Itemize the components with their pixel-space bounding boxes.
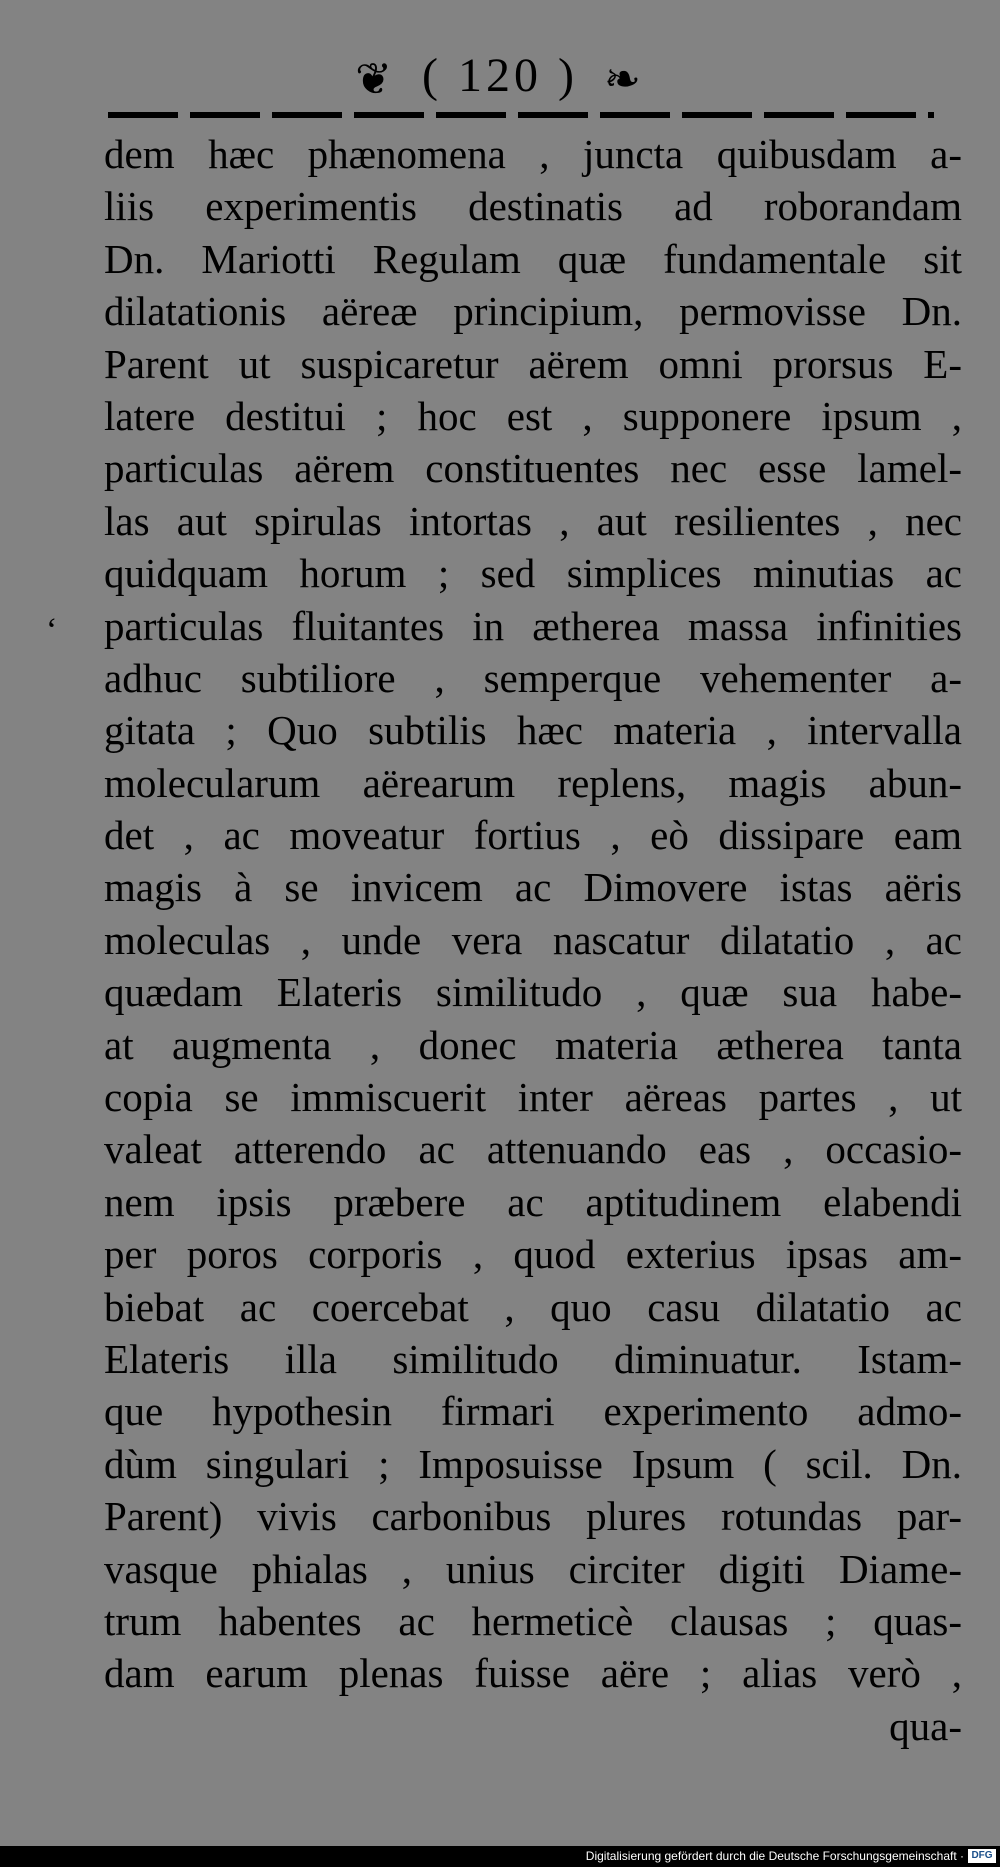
text-line: adhuc subtiliore , semperque vehementer a- — [104, 654, 962, 701]
text-line: latere destitui ; hoc est , supponere ipsum , — [104, 392, 962, 439]
text-line: molecularum aërearum replens, magis abun- — [104, 759, 962, 806]
ornament-right-icon: ❧ — [603, 55, 645, 105]
text-line: qua- — [889, 1702, 962, 1749]
page-header — [0, 48, 1000, 105]
text-line: Parent ut suspicaretur aërem omni prorsus E- — [104, 340, 962, 387]
text-line: quædam Elateris similitudo , quæ sua habe- — [104, 969, 962, 1016]
text-line: particulas aërem constituentes nec esse lamel- — [104, 445, 962, 492]
text-line: per poros corporis , quod exterius ipsas am- — [104, 1231, 962, 1278]
text-line: moleculas , unde vera nascatur dilatatio , ac — [104, 916, 962, 963]
text-line: Elateris illa similitudo diminuatur. Istam- — [104, 1335, 962, 1382]
footer-credit: Digitalisierung gefördert durch die Deutsche Forschungsgemeinschaft · — [585, 1849, 964, 1863]
header-rule — [108, 112, 934, 118]
text-line: que hypothesin firmari experimento admo- — [104, 1388, 962, 1435]
text-line: las aut spirulas intortas , aut resilientes , nec — [104, 497, 962, 544]
text-line: vasque phialas , unius circiter digiti Diame- — [104, 1545, 962, 1592]
text-line: Dn. Mariotti Regulam quæ fundamentale sit — [104, 235, 962, 282]
text-line: copia se immiscuerit inter aëreas partes , ut — [104, 1074, 962, 1121]
footer-bar — [0, 1846, 1000, 1867]
text-line: nem ipsis præbere ac aptitudinem elabendi — [104, 1178, 962, 1225]
ornament-left-icon: ❦ — [355, 55, 397, 105]
dfg-logo-icon: DFG — [968, 1849, 996, 1863]
text-line: biebat ac coercebat , quo casu dilatatio ac — [104, 1283, 962, 1330]
text-line: magis à se invicem ac Dimovere istas aëris — [104, 864, 962, 911]
page-number: ( 120 ) — [422, 49, 578, 102]
margin-mark: ‘ — [46, 612, 58, 649]
text-line: liis experimentis destinatis ad roborandam — [104, 183, 962, 230]
body-text — [104, 128, 962, 1752]
text-line: dilatationis aëreæ principium, permovisse Dn. — [104, 288, 962, 335]
text-line: dùm singulari ; Imposuisse Ipsum ( scil. Dn. — [104, 1440, 962, 1487]
text-line: trum habentes ac hermeticè clausas ; quas- — [104, 1597, 962, 1644]
text-line: dem hæc phænomena , juncta quibusdam a- — [104, 131, 962, 177]
text-line: Parent) vivis carbonibus plures rotundas par- — [104, 1493, 962, 1540]
text-line: particulas fluitantes in ætherea massa infinities — [104, 602, 962, 649]
text-line: gitata ; Quo subtilis hæc materia , intervalla — [104, 707, 962, 754]
text-line: valeat atterendo ac attenuando eas , occasio- — [104, 1126, 962, 1173]
text-line: quidquam horum ; sed simplices minutias ac — [104, 550, 962, 597]
text-line: at augmenta , donec materia ætherea tanta — [104, 1021, 962, 1068]
text-line: dam earum plenas fuisse aëre ; alias verò , — [104, 1650, 962, 1697]
text-line: det , ac moveatur fortius , eò dissipare eam — [104, 812, 962, 859]
